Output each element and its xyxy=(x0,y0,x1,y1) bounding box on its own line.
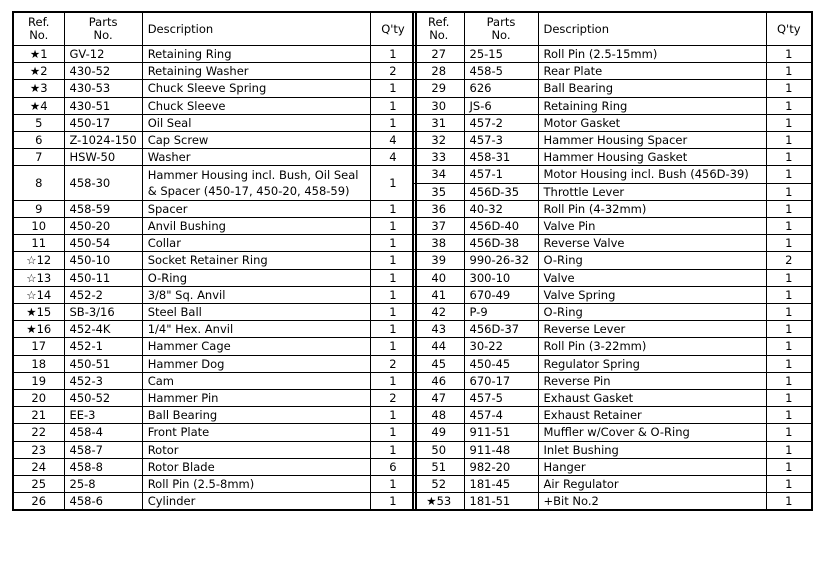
table-row xyxy=(413,183,812,200)
part-number-cell: 430-52 xyxy=(64,63,142,80)
quantity-cell: 1 xyxy=(370,252,416,269)
qty-header: Q'ty xyxy=(766,12,812,46)
part-number-cell: 458-7 xyxy=(64,441,142,458)
table-row xyxy=(413,458,812,475)
table-row xyxy=(413,132,812,149)
ref-cell: 23 xyxy=(13,441,64,458)
part-number-cell: 456D-37 xyxy=(464,321,538,338)
part-number-cell: 181-45 xyxy=(464,476,538,493)
description-cell: Rotor Blade xyxy=(142,458,370,475)
quantity-cell: 2 xyxy=(370,390,416,407)
ref-cell: 27 xyxy=(413,46,464,63)
quantity-cell: 1 xyxy=(766,493,812,511)
table-row xyxy=(413,441,812,458)
table-row xyxy=(13,407,416,424)
ref-cell: 42 xyxy=(413,304,464,321)
table-row xyxy=(413,218,812,235)
ref-cell: 41 xyxy=(413,286,464,303)
description-cell: Valve xyxy=(538,269,766,286)
ref-cell: 49 xyxy=(413,424,464,441)
part-number-cell: 670-17 xyxy=(464,372,538,389)
part-number-cell: 450-45 xyxy=(464,355,538,372)
part-number-cell: 430-51 xyxy=(64,97,142,114)
ref-cell: 24 xyxy=(13,458,64,475)
description-cell: Ball Bearing xyxy=(142,407,370,424)
quantity-cell: 1 xyxy=(766,166,812,183)
ref-cell: 17 xyxy=(13,338,64,355)
ref-cell: ★3 xyxy=(13,80,64,97)
quantity-cell: 1 xyxy=(370,493,416,511)
ref-header: Ref. No. xyxy=(413,12,464,46)
table-row xyxy=(413,63,812,80)
quantity-cell: 1 xyxy=(766,407,812,424)
part-number-cell: 457-5 xyxy=(464,390,538,407)
table-row xyxy=(413,355,812,372)
table-row xyxy=(413,269,812,286)
table-row xyxy=(13,321,416,338)
part-number-cell: 456D-40 xyxy=(464,218,538,235)
ref-cell: 48 xyxy=(413,407,464,424)
part-number-cell: 456D-35 xyxy=(464,183,538,200)
table-row xyxy=(413,286,812,303)
ref-cell: 8 xyxy=(13,166,64,200)
part-number-cell: EE-3 xyxy=(64,407,142,424)
table-row xyxy=(413,407,812,424)
ref-cell: ☆13 xyxy=(13,269,64,286)
table-row xyxy=(413,493,812,511)
ref-cell: ☆14 xyxy=(13,286,64,303)
part-number-cell: 452-2 xyxy=(64,286,142,303)
part-number-cell: 450-54 xyxy=(64,235,142,252)
ref-cell: 30 xyxy=(413,97,464,114)
ref-cell: ★15 xyxy=(13,304,64,321)
description-cell: Washer xyxy=(142,149,370,166)
ref-cell: ★1 xyxy=(13,46,64,63)
parts-table-right xyxy=(412,11,813,511)
part-number-cell: 457-4 xyxy=(464,407,538,424)
description-cell: Reverse Lever xyxy=(538,321,766,338)
quantity-cell: 1 xyxy=(766,132,812,149)
description-cell: Steel Ball xyxy=(142,304,370,321)
quantity-cell: 1 xyxy=(370,372,416,389)
table-row xyxy=(413,252,812,269)
part-number-cell: Z-1024-150 xyxy=(64,132,142,149)
table-row xyxy=(13,63,416,80)
ref-cell: 11 xyxy=(13,235,64,252)
ref-cell: 7 xyxy=(13,149,64,166)
ref-cell: 31 xyxy=(413,114,464,131)
quantity-cell: 1 xyxy=(766,441,812,458)
table-row xyxy=(13,286,416,303)
ref-header: Ref. No. xyxy=(13,12,64,46)
quantity-cell: 1 xyxy=(370,286,416,303)
part-number-cell: 458-30 xyxy=(64,166,142,200)
table-row xyxy=(413,166,812,183)
table-row xyxy=(13,114,416,131)
part-header: Parts No. xyxy=(64,12,142,46)
table-row xyxy=(413,149,812,166)
table-row xyxy=(413,80,812,97)
description-cell: Hammer Housing Gasket xyxy=(538,149,766,166)
description-cell: Inlet Bushing xyxy=(538,441,766,458)
quantity-cell: 1 xyxy=(370,200,416,217)
table-row xyxy=(13,97,416,114)
part-number-cell: 450-20 xyxy=(64,218,142,235)
part-number-cell: 450-17 xyxy=(64,114,142,131)
part-number-cell: 458-31 xyxy=(464,149,538,166)
ref-cell: 46 xyxy=(413,372,464,389)
part-number-cell: 982-20 xyxy=(464,458,538,475)
quantity-cell: 1 xyxy=(370,321,416,338)
part-number-cell: 452-1 xyxy=(64,338,142,355)
table-row xyxy=(13,200,416,217)
quantity-cell: 1 xyxy=(370,166,416,200)
part-number-cell: JS-6 xyxy=(464,97,538,114)
description-cell: Cap Screw xyxy=(142,132,370,149)
description-cell: Roll Pin (2.5-8mm) xyxy=(142,476,370,493)
quantity-cell: 1 xyxy=(766,304,812,321)
header-row xyxy=(13,12,416,46)
table-row xyxy=(13,441,416,458)
table-row xyxy=(13,304,416,321)
description-cell: 3/8" Sq. Anvil xyxy=(142,286,370,303)
description-cell: Hammer Dog xyxy=(142,355,370,372)
quantity-cell: 1 xyxy=(370,476,416,493)
header-row xyxy=(413,12,812,46)
description-cell: Valve Spring xyxy=(538,286,766,303)
description-cell: O-Ring xyxy=(538,252,766,269)
part-number-cell: P-9 xyxy=(464,304,538,321)
quantity-cell: 1 xyxy=(766,114,812,131)
part-number-cell: SB-3/16 xyxy=(64,304,142,321)
ref-cell: 29 xyxy=(413,80,464,97)
description-cell: Spacer xyxy=(142,200,370,217)
description-cell: Retaining Ring xyxy=(142,46,370,63)
ref-cell: 6 xyxy=(13,132,64,149)
ref-cell: 26 xyxy=(13,493,64,511)
ref-cell: 35 xyxy=(413,183,464,200)
table-row xyxy=(13,476,416,493)
description-header: Description xyxy=(142,12,370,46)
quantity-cell: 1 xyxy=(370,46,416,63)
table-row xyxy=(413,390,812,407)
table-row xyxy=(13,424,416,441)
quantity-cell: 1 xyxy=(766,149,812,166)
part-number-cell: 181-51 xyxy=(464,493,538,511)
part-number-cell: 458-4 xyxy=(64,424,142,441)
table-row xyxy=(13,458,416,475)
ref-cell: 52 xyxy=(413,476,464,493)
description-cell: Anvil Bushing xyxy=(142,218,370,235)
ref-cell: ★4 xyxy=(13,97,64,114)
quantity-cell: 1 xyxy=(766,80,812,97)
quantity-cell: 1 xyxy=(766,97,812,114)
table-row xyxy=(13,252,416,269)
part-number-cell: 911-48 xyxy=(464,441,538,458)
part-number-cell: 450-51 xyxy=(64,355,142,372)
quantity-cell: 4 xyxy=(370,132,416,149)
quantity-cell: 1 xyxy=(766,218,812,235)
ref-cell: 9 xyxy=(13,200,64,217)
description-cell: Chuck Sleeve xyxy=(142,97,370,114)
description-cell: Muffler w/Cover & O-Ring xyxy=(538,424,766,441)
quantity-cell: 1 xyxy=(370,218,416,235)
ref-cell: 50 xyxy=(413,441,464,458)
description-cell: Front Plate xyxy=(142,424,370,441)
table-row xyxy=(13,372,416,389)
table-row xyxy=(13,218,416,235)
ref-cell: 47 xyxy=(413,390,464,407)
part-header: Parts No. xyxy=(464,12,538,46)
description-cell: +Bit No.2 xyxy=(538,493,766,511)
quantity-cell: 1 xyxy=(766,235,812,252)
part-number-cell: 670-49 xyxy=(464,286,538,303)
part-number-cell: 25-15 xyxy=(464,46,538,63)
description-cell: Roll Pin (2.5-15mm) xyxy=(538,46,766,63)
ref-cell: 25 xyxy=(13,476,64,493)
quantity-cell: 1 xyxy=(766,269,812,286)
table-row xyxy=(413,114,812,131)
ref-cell: 5 xyxy=(13,114,64,131)
table-row xyxy=(413,46,812,63)
part-number-cell: 450-10 xyxy=(64,252,142,269)
description-cell: Oil Seal xyxy=(142,114,370,131)
description-cell: Retaining Washer xyxy=(142,63,370,80)
table-row xyxy=(13,166,416,200)
quantity-cell: 1 xyxy=(766,458,812,475)
description-cell: Collar xyxy=(142,235,370,252)
ref-cell: 32 xyxy=(413,132,464,149)
description-cell: Socket Retainer Ring xyxy=(142,252,370,269)
description-cell: Cam xyxy=(142,372,370,389)
part-number-cell: 911-51 xyxy=(464,424,538,441)
ref-cell: 28 xyxy=(413,63,464,80)
part-number-cell: 990-26-32 xyxy=(464,252,538,269)
table-row xyxy=(13,46,416,63)
part-number-cell: 450-11 xyxy=(64,269,142,286)
table-row xyxy=(13,149,416,166)
quantity-cell: 1 xyxy=(766,424,812,441)
quantity-cell: 1 xyxy=(766,390,812,407)
part-number-cell: 458-59 xyxy=(64,200,142,217)
description-cell: Hanger xyxy=(538,458,766,475)
ref-cell: 36 xyxy=(413,200,464,217)
quantity-cell: 1 xyxy=(766,63,812,80)
quantity-cell: 1 xyxy=(370,424,416,441)
quantity-cell: 4 xyxy=(370,149,416,166)
ref-cell: 18 xyxy=(13,355,64,372)
ref-cell: 44 xyxy=(413,338,464,355)
description-cell: Chuck Sleeve Spring xyxy=(142,80,370,97)
part-number-cell: 458-8 xyxy=(64,458,142,475)
ref-cell: ☆12 xyxy=(13,252,64,269)
quantity-cell: 1 xyxy=(370,304,416,321)
ref-cell: 43 xyxy=(413,321,464,338)
description-cell: O-Ring xyxy=(142,269,370,286)
table-row xyxy=(13,80,416,97)
quantity-cell: 1 xyxy=(370,97,416,114)
ref-cell: 38 xyxy=(413,235,464,252)
ref-cell: ★53 xyxy=(413,493,464,511)
table-row xyxy=(413,97,812,114)
quantity-cell: 1 xyxy=(370,407,416,424)
description-cell: Hammer Housing Spacer xyxy=(538,132,766,149)
ref-cell: 10 xyxy=(13,218,64,235)
ref-cell: 22 xyxy=(13,424,64,441)
description-cell: Motor Housing incl. Bush (456D-39) xyxy=(538,166,766,183)
description-cell: Exhaust Retainer xyxy=(538,407,766,424)
description-cell: Valve Pin xyxy=(538,218,766,235)
quantity-cell: 1 xyxy=(766,338,812,355)
quantity-cell: 1 xyxy=(766,355,812,372)
ref-cell: ★16 xyxy=(13,321,64,338)
table-row xyxy=(13,235,416,252)
description-cell: Exhaust Gasket xyxy=(538,390,766,407)
part-number-cell: 452-3 xyxy=(64,372,142,389)
quantity-cell: 2 xyxy=(370,63,416,80)
part-number-cell: 457-2 xyxy=(464,114,538,131)
part-number-cell: 457-1 xyxy=(464,166,538,183)
quantity-cell: 1 xyxy=(370,269,416,286)
part-number-cell: 450-52 xyxy=(64,390,142,407)
description-cell: Retaining Ring xyxy=(538,97,766,114)
table-row xyxy=(413,200,812,217)
description-cell: Throttle Lever xyxy=(538,183,766,200)
ref-cell: ★2 xyxy=(13,63,64,80)
table-row xyxy=(413,372,812,389)
part-number-cell: 456D-38 xyxy=(464,235,538,252)
description-cell: Regulator Spring xyxy=(538,355,766,372)
quantity-cell: 2 xyxy=(370,355,416,372)
quantity-cell: 6 xyxy=(370,458,416,475)
ref-cell: 20 xyxy=(13,390,64,407)
description-cell: Hammer Housing incl. Bush, Oil Seal & Spacer (450-17, 450-20, 458-59) xyxy=(142,166,370,200)
table-row xyxy=(413,338,812,355)
quantity-cell: 1 xyxy=(370,114,416,131)
description-cell: Motor Gasket xyxy=(538,114,766,131)
table-row xyxy=(13,132,416,149)
table-row xyxy=(413,235,812,252)
description-cell: Hammer Cage xyxy=(142,338,370,355)
ref-cell: 39 xyxy=(413,252,464,269)
ref-cell: 51 xyxy=(413,458,464,475)
ref-cell: 34 xyxy=(413,166,464,183)
quantity-cell: 1 xyxy=(766,200,812,217)
part-number-cell: 458-6 xyxy=(64,493,142,511)
quantity-cell: 1 xyxy=(766,321,812,338)
description-cell: Air Regulator xyxy=(538,476,766,493)
part-number-cell: 430-53 xyxy=(64,80,142,97)
part-number-cell: 40-32 xyxy=(464,200,538,217)
part-number-cell: 626 xyxy=(464,80,538,97)
ref-cell: 21 xyxy=(13,407,64,424)
part-number-cell: 452-4K xyxy=(64,321,142,338)
description-header: Description xyxy=(538,12,766,46)
table-row xyxy=(13,390,416,407)
quantity-cell: 1 xyxy=(766,372,812,389)
part-number-cell: HSW-50 xyxy=(64,149,142,166)
ref-cell: 45 xyxy=(413,355,464,372)
table-row xyxy=(413,321,812,338)
part-number-cell: GV-12 xyxy=(64,46,142,63)
quantity-cell: 1 xyxy=(766,46,812,63)
quantity-cell: 1 xyxy=(766,286,812,303)
parts-table-left xyxy=(12,11,417,511)
table-row xyxy=(13,355,416,372)
table-row xyxy=(413,304,812,321)
description-cell: Rotor xyxy=(142,441,370,458)
description-cell: O-Ring xyxy=(538,304,766,321)
ref-cell: 19 xyxy=(13,372,64,389)
quantity-cell: 2 xyxy=(766,252,812,269)
table-row xyxy=(413,424,812,441)
part-number-cell: 25-8 xyxy=(64,476,142,493)
table-row xyxy=(413,476,812,493)
table-row xyxy=(13,493,416,511)
description-cell: Roll Pin (3-22mm) xyxy=(538,338,766,355)
part-number-cell: 457-3 xyxy=(464,132,538,149)
quantity-cell: 1 xyxy=(766,183,812,200)
ref-cell: 40 xyxy=(413,269,464,286)
part-number-cell: 300-10 xyxy=(464,269,538,286)
quantity-cell: 1 xyxy=(370,441,416,458)
part-number-cell: 458-5 xyxy=(464,63,538,80)
description-cell: 1/4" Hex. Anvil xyxy=(142,321,370,338)
table-row xyxy=(13,269,416,286)
quantity-cell: 1 xyxy=(766,476,812,493)
quantity-cell: 1 xyxy=(370,235,416,252)
description-cell: Reverse Valve xyxy=(538,235,766,252)
quantity-cell: 1 xyxy=(370,338,416,355)
description-cell: Cylinder xyxy=(142,493,370,511)
description-cell: Rear Plate xyxy=(538,63,766,80)
description-cell: Ball Bearing xyxy=(538,80,766,97)
quantity-cell: 1 xyxy=(370,80,416,97)
description-cell: Reverse Pin xyxy=(538,372,766,389)
description-cell: Roll Pin (4-32mm) xyxy=(538,200,766,217)
part-number-cell: 30-22 xyxy=(464,338,538,355)
ref-cell: 33 xyxy=(413,149,464,166)
table-row xyxy=(13,338,416,355)
description-cell: Hammer Pin xyxy=(142,390,370,407)
qty-header: Q'ty xyxy=(370,12,416,46)
ref-cell: 37 xyxy=(413,218,464,235)
